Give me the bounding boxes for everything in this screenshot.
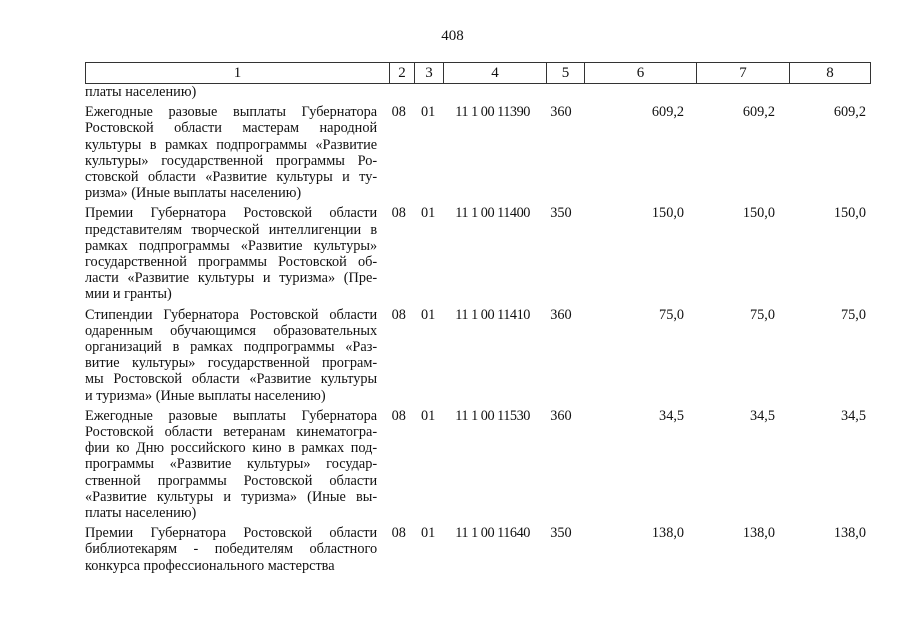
header-col-4: 4 (444, 63, 547, 84)
row-year2-cell: 75,0 (750, 306, 776, 323)
table-header (85, 62, 871, 84)
row-name-line: Премии Губернатора Ростовской области (85, 205, 378, 222)
row-name-line: Стипендии Губернатора Ростовской области (85, 306, 378, 323)
row-name-line: ризма» (Иные выплаты населению) (85, 185, 302, 202)
row-year2-cell (688, 84, 779, 100)
row-year3-cell: 34,5 (840, 407, 866, 424)
row-vr-cell (543, 84, 578, 100)
page-number: 408 (441, 28, 464, 44)
row-name-line: культуры» государственной программы Ро- (85, 152, 378, 169)
row-rz-cell (383, 84, 414, 100)
row-name-line: Ежегодные разовые выплаты Губернатора (85, 104, 378, 121)
row-pr-cell: 01 (420, 104, 436, 121)
row-vr-cell: 350 (550, 205, 572, 222)
row-year2-cell: 138,0 (742, 525, 776, 542)
row-year3-cell: 75,0 (840, 306, 866, 323)
table-row (85, 525, 870, 574)
row-pr-cell (414, 84, 441, 100)
row-year1-cell: 34,5 (659, 407, 685, 424)
row-name-line: ласти «Развитие культуры и туризма» (Пре- (85, 270, 378, 287)
table-row (85, 408, 870, 521)
row-year1-cell: 609,2 (651, 104, 685, 121)
header-col-1: 1 (86, 63, 390, 84)
header-col-3: 3 (415, 63, 444, 84)
row-pr-cell: 01 (420, 407, 436, 424)
row-name-line: стовской области «Развитие культуры и ту- (85, 169, 378, 186)
row-year2-cell: 150,0 (742, 205, 776, 222)
row-year1-cell: 138,0 (651, 525, 685, 542)
row-name-line: Ростовской области мастерам народной (85, 120, 378, 137)
row-name-line: Ростовской области ветеранам кинематогра- (85, 424, 378, 441)
row-vr-cell: 360 (550, 104, 572, 121)
table-row (85, 205, 870, 302)
row-year2-cell: 34,5 (750, 407, 776, 424)
row-name-cell (85, 84, 383, 100)
row-name-cell (85, 525, 383, 574)
row-csr-cell: 11 1 00 11400 (455, 205, 530, 222)
row-name-line: одаренным обучающимся образовательных (85, 322, 378, 339)
table-row (85, 104, 870, 201)
row-year1-cell (579, 84, 689, 100)
row-rz-cell: 08 (391, 104, 406, 121)
header-col-7: 7 (697, 63, 790, 84)
row-year2-cell: 609,2 (742, 104, 776, 121)
row-vr-cell: 360 (550, 407, 572, 424)
row-name-cell (85, 104, 383, 201)
row-rz-cell: 08 (391, 407, 406, 424)
row-name-cell (85, 408, 383, 521)
row-csr-cell: 11 1 00 11640 (455, 525, 530, 542)
row-name-line: мии и гранты) (85, 286, 172, 303)
row-pr-cell: 01 (420, 525, 436, 542)
row-name-line: культуры в рамках подпрограммы «Развитие (85, 136, 378, 153)
row-name-line: программы «Развитие культуры» государ- (85, 456, 378, 473)
row-name-line: фии ко Дню российского кино в рамках под- (85, 440, 378, 457)
header-col-8: 8 (790, 63, 871, 84)
row-name-line: и туризма» (Иные выплаты населению) (85, 387, 326, 404)
row-name-line: «Развитие культуры и туризма» (Иные вы- (85, 488, 378, 505)
row-csr-cell: 11 1 00 11390 (455, 104, 530, 121)
table-row (85, 84, 870, 100)
row-name-cell (85, 205, 383, 302)
row-rz-cell: 08 (391, 525, 406, 542)
row-csr-cell: 11 1 00 11410 (455, 306, 530, 323)
row-year1-cell: 75,0 (659, 306, 685, 323)
row-name-line: организаций в рамках подпрограммы «Раз- (85, 339, 378, 356)
row-year3-cell: 150,0 (833, 205, 866, 222)
row-name-line: представителям творческой интеллигенции в (85, 221, 378, 238)
table-body (85, 84, 870, 574)
row-year3-cell (779, 84, 870, 100)
header-col-5: 5 (547, 63, 585, 84)
row-name-line: конкурса профессионального мастерства (85, 557, 335, 574)
header-col-6: 6 (585, 63, 697, 84)
row-name-line: мы Ростовской области «Развитие культуры (85, 371, 378, 388)
row-csr-cell (442, 84, 544, 100)
row-name-line: платы населению) (85, 505, 197, 522)
row-vr-cell: 350 (550, 525, 572, 542)
row-vr-cell: 360 (550, 306, 572, 323)
row-name-line: Ежегодные разовые выплаты Губернатора (85, 407, 378, 424)
row-year3-cell: 138,0 (833, 525, 866, 542)
header-col-2: 2 (390, 63, 415, 84)
row-name-line: рамках подпрограммы «Развитие культуры» (85, 237, 378, 254)
row-year1-cell: 150,0 (651, 205, 685, 222)
row-name-line: витие культуры» государственной програм- (85, 355, 378, 372)
row-name-line: библиотекарям - победителям областного (85, 541, 378, 558)
row-csr-cell: 11 1 00 11530 (455, 407, 530, 424)
row-rz-cell: 08 (391, 306, 406, 323)
row-name-line: государственной программы Ростовской об- (85, 254, 378, 271)
row-name-cell (85, 307, 383, 404)
row-name-line: платы населению) (85, 84, 197, 100)
row-rz-cell: 08 (391, 205, 406, 222)
row-name-line: Премии Губернатора Ростовской области (85, 525, 378, 542)
row-year3-cell: 609,2 (833, 104, 866, 121)
row-pr-cell: 01 (420, 205, 436, 222)
table-row (85, 307, 870, 404)
row-pr-cell: 01 (420, 306, 436, 323)
row-name-line: ственной программы Ростовской области (85, 472, 378, 489)
